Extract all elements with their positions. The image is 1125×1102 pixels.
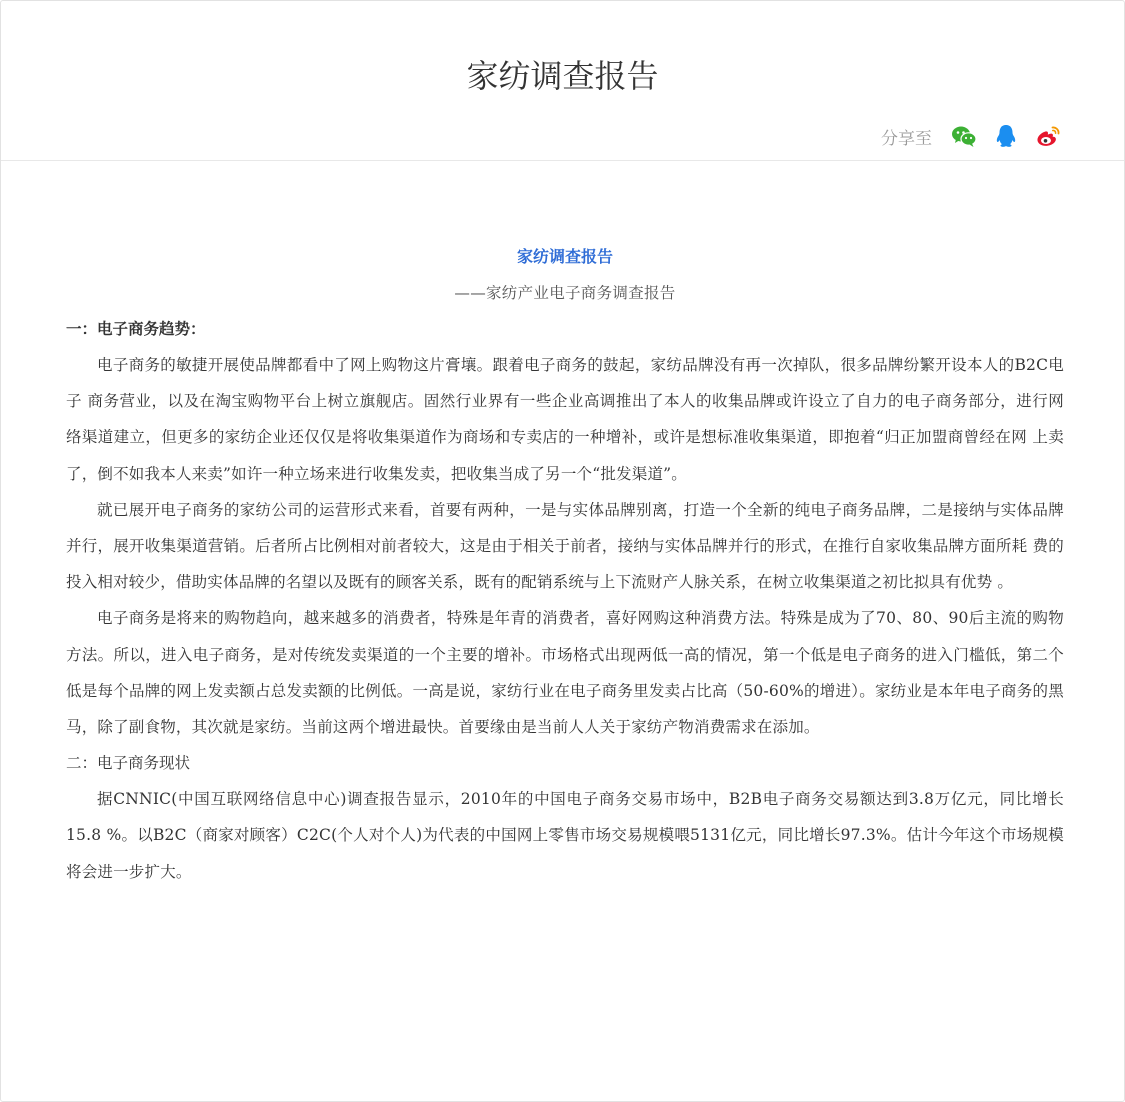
article-body — [66, 239, 1064, 890]
paragraph: 就已展开电子商务的家纺公司的运营形式来看，首要有两种，一是与实体品牌别离，打造一个全新的纯电子商务品牌，二是接纳与实体品牌 并行，展开收集渠道营销。后者所占比例相对前者较大，这是由于相关于前者，接纳与实体品牌并行的形式，在推行自家收集品牌方面所耗 费的投入相对较少，借助实体品牌的名望以及既有的顾客关系，既有的配销系统与上下流财产人脉关系，在树立收集渠道之初比拟具有优势 。 — [66, 500, 1064, 592]
page-title: 家纺调查报告 — [466, 57, 659, 95]
weibo-icon[interactable] — [1034, 122, 1062, 150]
section-heading-trends: 一：电子商务趋势： — [66, 319, 206, 338]
qq-icon[interactable] — [992, 122, 1020, 150]
share-label: 分享至 — [881, 128, 932, 149]
wechat-icon[interactable] — [950, 122, 978, 150]
page-header — [1, 1, 1124, 161]
paragraph: 据CNNIC(中国互联网络信息中心)调查报告显示，2010年的中国电子商务交易市场中，B2B电子商务交易额达到3.8万亿元，同比增长15.8 %。以B2C（商家对顾客）C2C(个人对个人)为代表的中国网上零售市场交易规模喂5131亿元，同比增长97.3%。估计今年这个市场规模将会进一步扩大。 — [66, 790, 1064, 881]
article-subtitle: ——家纺产业电子商务调查报告 — [454, 284, 676, 302]
article-title: 家纺调查报告 — [516, 247, 613, 266]
section-heading-status: 二：电子商务现状 — [66, 754, 191, 773]
paragraph: 电子商务的敏捷开展使品牌都看中了网上购物这片膏壤。跟着电子商务的鼓起，家纺品牌没有再一次掉队，很多品牌纷繁开设本人的B2C电子 商务营业，以及在淘宝购物平台上树立旗舰店。固然行业界有一些企业高调推出了本人的收集品牌或许设立了自力的电子商务部分，进行网 络渠道建立，但更多的家纺企业还仅仅是将收集渠道作为商场和专卖店的一种增补，或许是想标准收集渠道，即抱着“归正加盟商曾经在网 上卖了，倒不如我本人来卖”如许一种立场来进行收集发卖，把收集当成了另一个“批发渠道”。 — [66, 356, 1064, 483]
share-bar — [881, 121, 1062, 151]
paragraph: 电子商务是将来的购物趋向，越来越多的消费者，特殊是年青的消费者，喜好网购这种消费方法。特殊是成为了70、80、90后主流的购物方法。所以，进入电子商务，是对传统发卖渠道的一个主要的增补。市场格式出现两低一高的情况，第一个低是电子商务的进入门槛低，第二个低是每个品牌的网上发卖额占总发卖额的比例低。一高是说，家纺行业在电子商务里发卖占比高（50-60%的增进）。家纺业是本年电子商务的黑马，除了副食物，其次就是家纺。当前这两个增进最快。首要缘由是当前人人关于家纺产物消费需求在添加。 — [66, 609, 1064, 737]
